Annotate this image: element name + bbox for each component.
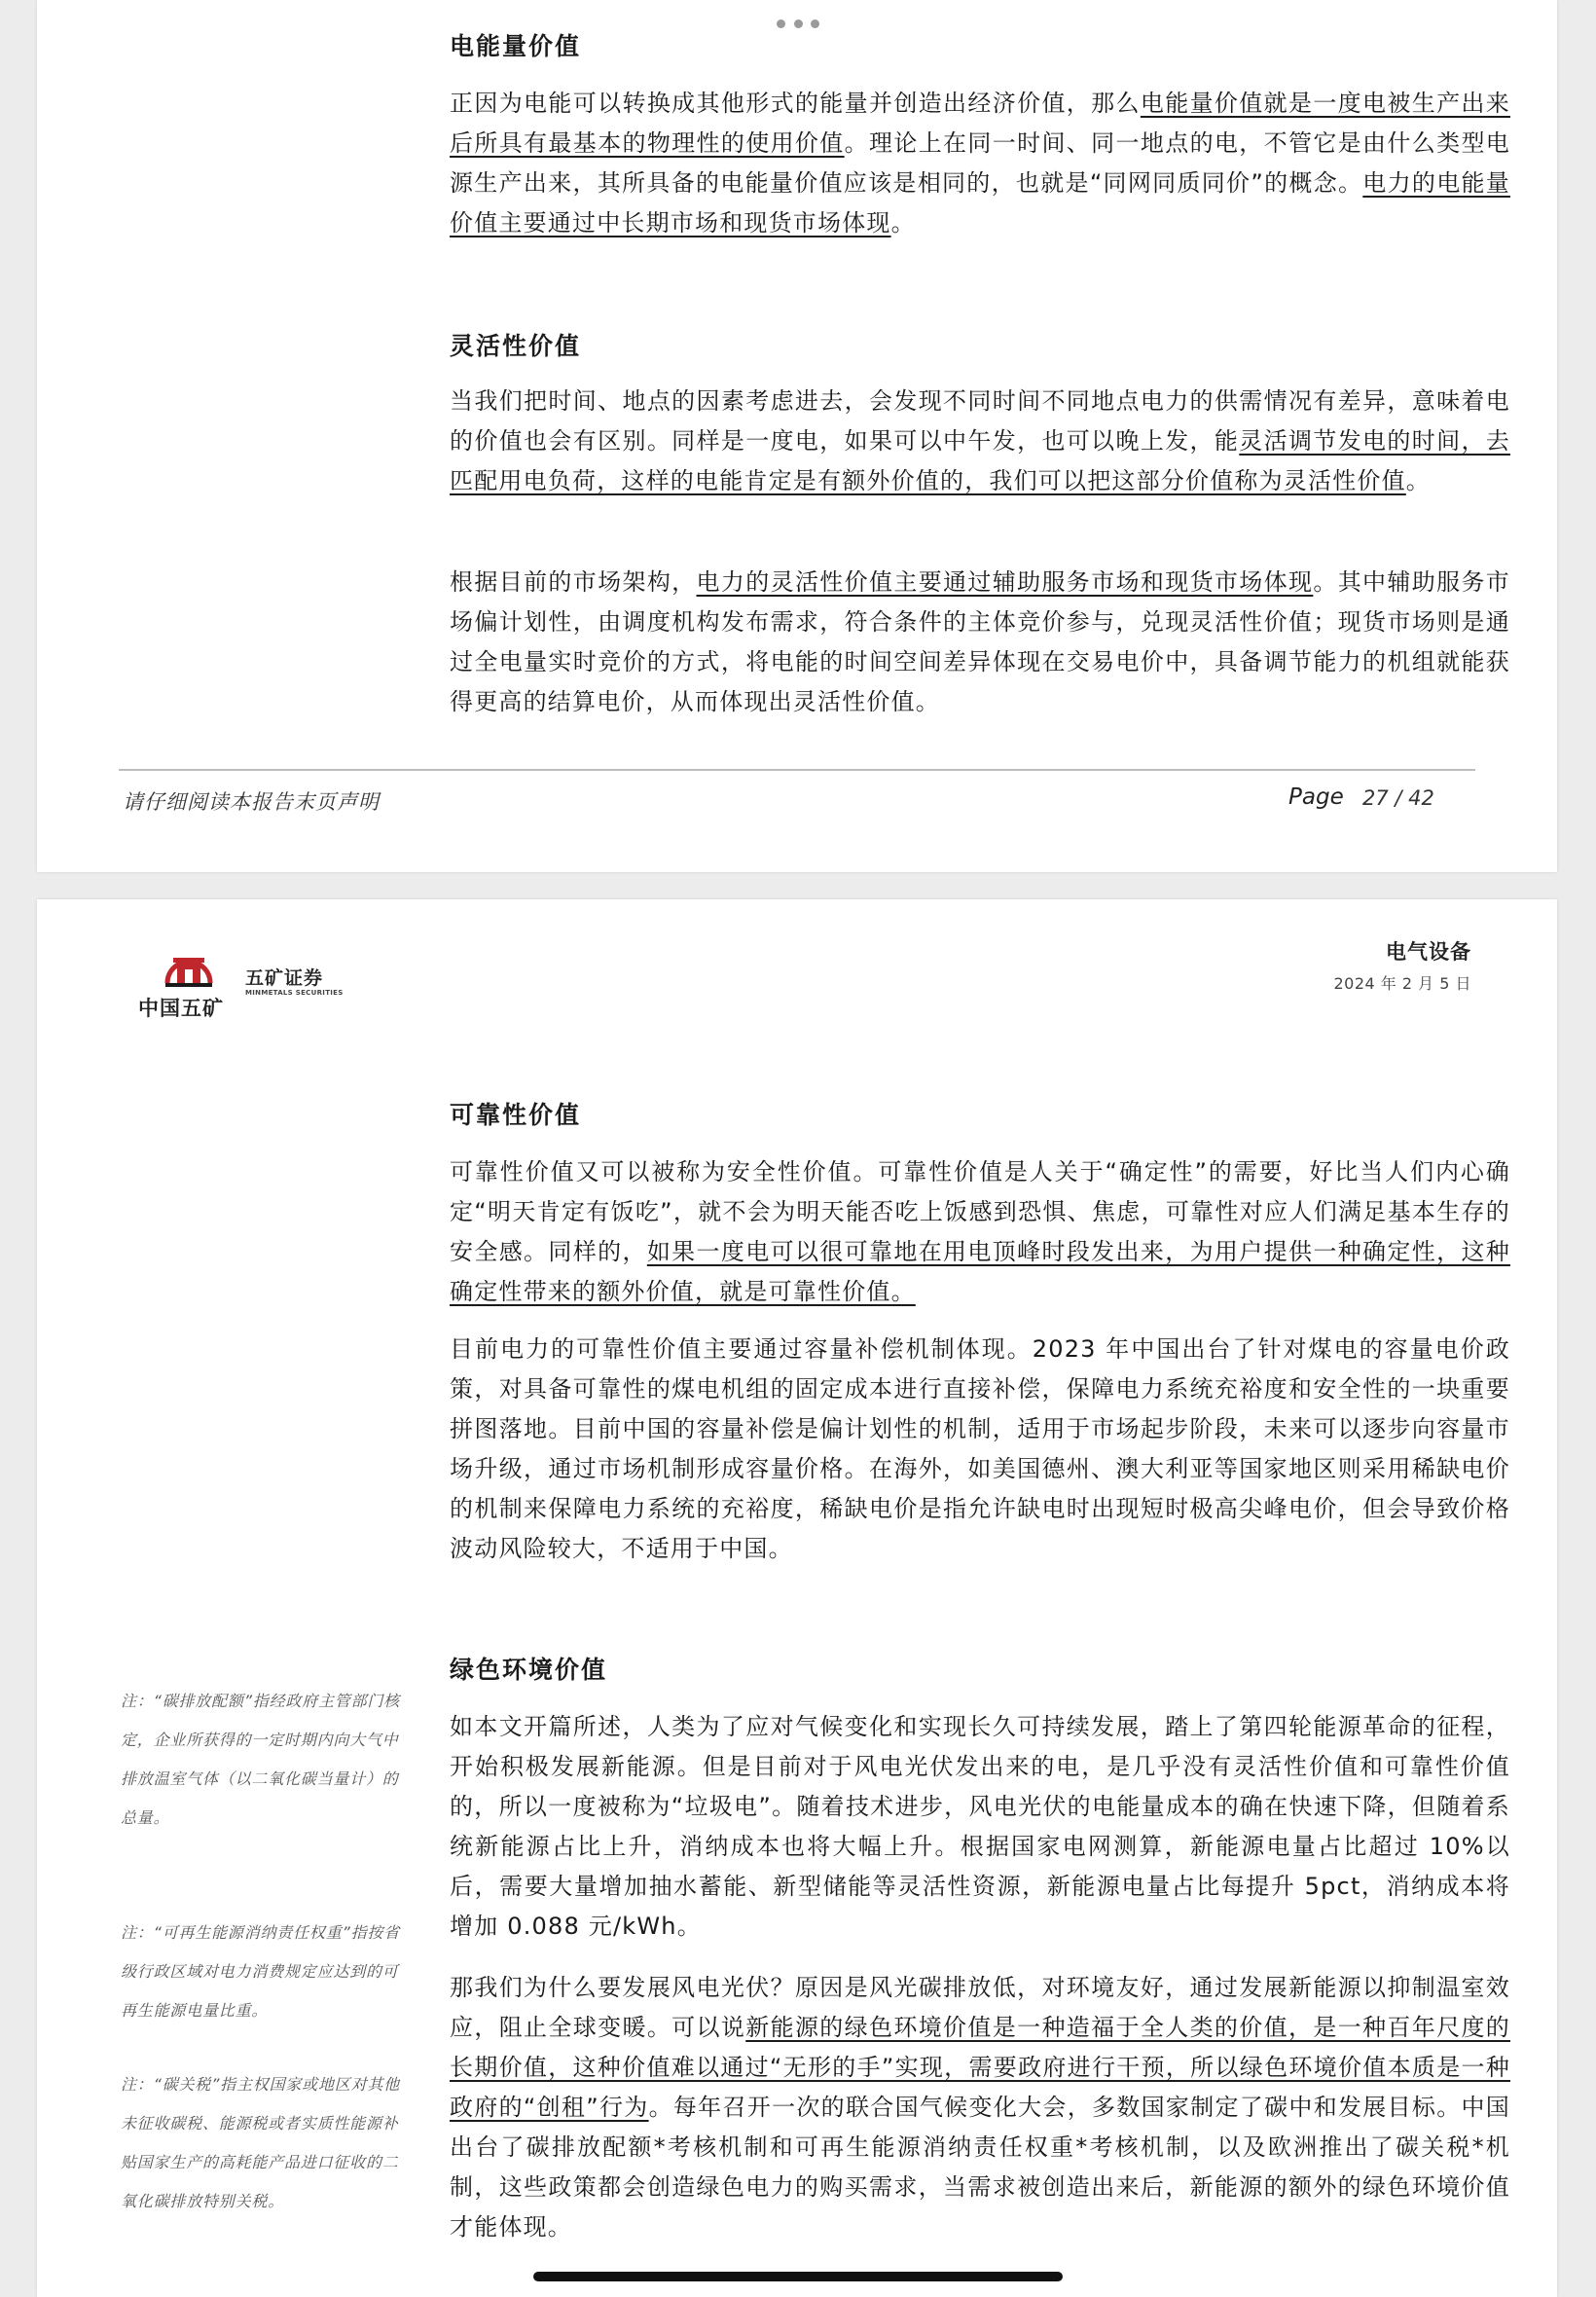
footer-divider <box>119 769 1475 771</box>
text-run: 。每年召开一次的联合国气候变化大会，多数国家制定了碳中和发展目标。中国出台了碳排放配额*考核机制和可再生能源消纳责任权重*考核机制，以及欧洲推出了碳关税*机制，这些政策都会创造绿色电力的购买需求，当需求被创造出来后，新能源的额外的绿色环境价值才能体现。 <box>450 2094 1510 2241</box>
text-run: 。 <box>890 209 916 237</box>
report-page-27 <box>37 0 1557 872</box>
underlined-text: 电力的电能量价值主要通过中长期市场和现货市场体现 <box>450 169 1510 237</box>
home-indicator[interactable] <box>533 2272 1063 2281</box>
section-title-energy-value: 电能量价值 <box>450 32 582 60</box>
note-carbon-tariff: 注：“碳关税”指主权国家或地区对其他未征收碳税、能源税或者实质性能源补贴国家生产的高耗能产品进口征收的二氧化碳排放特别关税。 <box>121 2075 400 2210</box>
paragraph-energy-value <box>450 84 1510 243</box>
text-run: 。其中辅助服务市场偏计划性，由调度机构发布需求，符合条件的主体竞价参与，兑现灵活性价值；现货市场则是通过全电量实时竞价的方式，将电能的时间空间差异体现在交易电价中，具备调节能力的机组就能获得更高的结算电价，从而体现出灵活性价值。 <box>450 568 1511 715</box>
report-page-28 <box>37 899 1557 2297</box>
paragraph-green-value-1 <box>450 1707 1510 1947</box>
text-run: 。 <box>1405 467 1431 494</box>
note-renewable-weight: 注：“可再生能源消纳责任权重”指按省级行政区域对电力消费规定应达到的可再生能源电量比重。 <box>121 1923 400 2020</box>
text-run: 如本文开篇所述，人类为了应对气候变化和实现长久可持续发展，踏上了第四轮能源革命的征程，开始积极发展新能源。但是目前对于风电光伏发出来的电，是几乎没有灵活性价值和可靠性价值的，所以一度被称为“垃圾电”。随着技术进步，风电光伏的电能量成本的确在快速下降，但随着系统新能源占比上升，消纳成本也将大幅上升。根据国家电网测算，新能源电量占比超过 10%以后，需要大量增加抽水蓄能、新型储能等灵活性资源，新能源电量占比每提升 5pct，消纳成本将增加 0.088 元/kWh。 <box>450 1713 1510 1940</box>
underlined-text: 电能量价值就是一度电被生产出来后所具有最基本的物理性的使用价值 <box>450 90 1510 157</box>
note-carbon-quota: 注：“碳排放配额”指经政府主管部门核定，企业所获得的一定时期内向大气中排放温室气体（以二氧化碳当量计）的总量。 <box>121 1692 400 1827</box>
paragraph-flexibility-value-2 <box>450 563 1510 722</box>
text-run: 。理论上在同一时间、同一地点的电，不管它是由什么类型电源生产出来，其所具备的电能量价值应该是相同的，也就是“同网同质同价”的概念。 <box>450 129 1510 197</box>
underlined-text: 灵活调节发电的时间，去匹配用电负荷，这样的电能肯定是有额外价值的，我们可以把这部分价值称为灵活性价值 <box>450 427 1511 494</box>
footer-page-number: 27 / 42 <box>1362 786 1434 810</box>
text-run: 可靠性价值又可以被称为安全性价值。可靠性价值是人关于“确定性”的需要，好比当人们内心确定“明天肯定有饭吃”，就不会为明天能否吃上饭感到恐惧、焦虑，可靠性对应人们满足基本生存的安全感。同样的， <box>450 1158 1510 1265</box>
section-title-green-value: 绿色环境价值 <box>450 1656 608 1684</box>
report-date: 2024 年 2 月 5 日 <box>1333 974 1471 993</box>
industry-label: 电气设备 <box>1386 940 1471 964</box>
underlined-text: 如果一度电可以很可靠地在用电顶峰时段发出来，为用户提供一种确定性，这种确定性带来的额外价值，就是可靠性价值。 <box>450 1238 1510 1305</box>
text-run: 根据目前的市场架构， <box>450 568 697 596</box>
section-title-reliability-value: 可靠性价值 <box>450 1101 582 1129</box>
paragraph-reliability-value-1 <box>450 1152 1510 1312</box>
minmetals-logo-icon <box>162 944 216 991</box>
logo-text: 中国五矿 <box>138 997 224 1020</box>
paragraph-green-value-2 <box>450 1968 1510 2247</box>
section-title-flexibility-value: 灵活性价值 <box>450 332 582 360</box>
brand-name-cn: 五矿证券 <box>245 967 324 989</box>
brand-name-en: MINMETALS SECURITIES <box>245 989 344 997</box>
footer-disclaimer: 请仔细阅读本报告末页声明 <box>123 790 380 814</box>
text-run: 那我们为什么要发展风电光伏？原因是风光碳排放低，对环境友好，通过发展新能源以抑制温室效应，阻止全球变暖。可以说 <box>450 1974 1510 2041</box>
underlined-text: 新能源的绿色环境价值是一种造福于全人类的价值，是一种百年尺度的长期价值，这种价值难以通过“无形的手”实现，需要政府进行干预，所以绿色环境价值本质是一种政府的“创租”行为 <box>450 2014 1510 2121</box>
paragraph-flexibility-value-1 <box>450 382 1510 501</box>
underlined-text: 电力的灵活性价值主要通过辅助服务市场和现货市场体现 <box>696 568 1314 596</box>
more-options-icon[interactable] <box>777 18 819 29</box>
text-run: 当我们把时间、地点的因素考虑进去，会发现不同时间不同地点电力的供需情况有差异，意味着电的价值也会有区别。同样是一度电，如果可以中午发，也可以晚上发，能 <box>450 387 1510 455</box>
paragraph-reliability-value-2 <box>450 1330 1510 1569</box>
text-run: 正因为电能可以转换成其他形式的能量并创造出经济价值，那么 <box>450 90 1141 117</box>
text-run: 目前电力的可靠性价值主要通过容量补偿机制体现。2023 年中国出台了针对煤电的容量电价政策，对具备可靠性的煤电机组的固定成本进行直接补偿，保障电力系统充裕度和安全性的一块重要拼图落地。目前中国的容量补偿是偏计划性的机制，适用于市场起步阶段，未来可以逐步向容量市场升级，通过市场机制形成容量价格。在海外，如美国德州、澳大利亚等国家地区则采用稀缺电价的机制来保障电力系统的充裕度，稀缺电价是指允许缺电时出现短时极高尖峰电价，但会导致价格波动风险较大，不适用于中国。 <box>450 1335 1510 1562</box>
footer-page-label: Page <box>1288 784 1344 810</box>
